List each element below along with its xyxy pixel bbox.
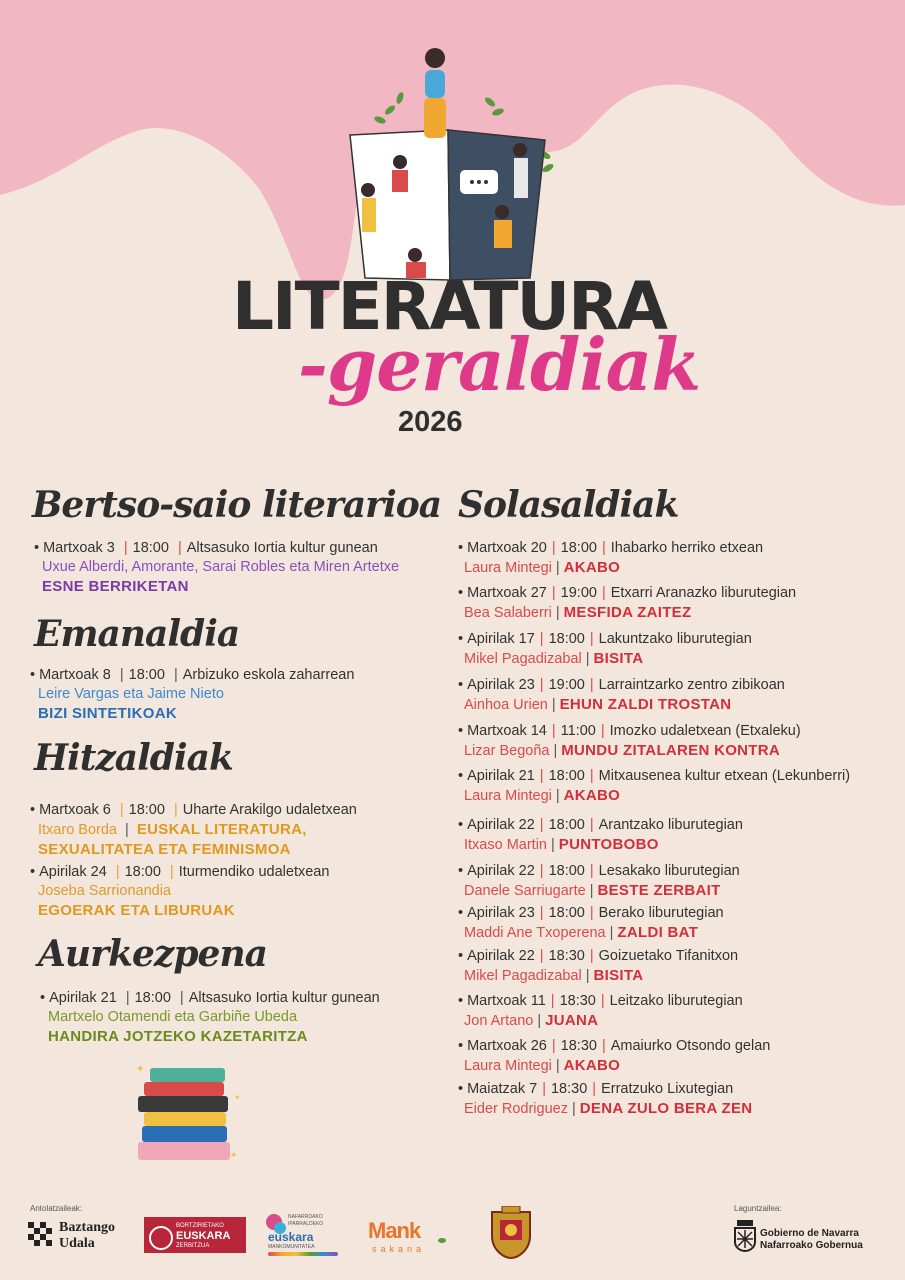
title-main: LITERATURA bbox=[232, 268, 667, 345]
event-place: Imozko udaletxean (Etxaleku) bbox=[609, 723, 801, 739]
event-time: 18:00 bbox=[124, 864, 161, 880]
event-date: Martxoak 8 bbox=[39, 667, 111, 683]
event-place: Berako liburutegian bbox=[598, 905, 724, 921]
event-time: 18:00 bbox=[548, 768, 585, 784]
event-people: Martxelo Otamendi eta Garbiñe Ubeda bbox=[48, 1009, 298, 1025]
event-time: 18:30 bbox=[560, 1038, 597, 1054]
event-solasaldiak-10: • Martxoak 11 | 18:30 | Leitzako liburutegian Jon Artano | JUANA bbox=[458, 993, 743, 1029]
event-place: Arbizuko eskola zaharrean bbox=[182, 667, 355, 683]
bortzirietako-euskara-logo: BORTZIRIETAKO EUSKARA ZERBITZUA bbox=[144, 1217, 246, 1253]
event-work: HANDIRA JOTZEKO KAZETARITZA bbox=[48, 1028, 308, 1045]
event-date: Apirilak 22 bbox=[467, 948, 535, 964]
event-place: Amaiurko Otsondo gelan bbox=[610, 1038, 771, 1054]
event-work: EGOERAK ETA LIBURUAK bbox=[38, 902, 235, 919]
event-hitzaldiak-1: • Apirilak 24 | 18:00 | Iturmendiko udaletxean Joseba Sarrionandia EGOERAK ETA LIBURUAK bbox=[30, 864, 330, 919]
event-place: Erratzuko Lixutegian bbox=[601, 1081, 734, 1097]
event-place: Goizuetako Tifanitxon bbox=[598, 948, 739, 964]
event-people: Danele Sarriugarte bbox=[464, 883, 586, 899]
event-solasaldiak-8: • Apirilak 23 | 18:00 | Berako liburutegian Maddi Ane Txoperena | ZALDI BAT bbox=[458, 905, 724, 941]
event-emanaldia-0: • Martxoak 8 | 18:00 | Arbizuko eskola zaharrean Leire Vargas eta Jaime Nieto BIZI SINTETIKOAK bbox=[30, 667, 355, 722]
event-time: 18:00 bbox=[548, 817, 585, 833]
event-time: 11:00 bbox=[560, 723, 596, 739]
event-place: Ihabarko herriko etxean bbox=[610, 540, 764, 556]
event-date: Apirilak 17 bbox=[467, 631, 535, 647]
hero-illustration bbox=[320, 40, 580, 290]
event-work: BIZI SINTETIKOAK bbox=[38, 705, 177, 722]
event-work: AKABO bbox=[563, 559, 621, 576]
event-date: Martxoak 3 bbox=[43, 540, 115, 556]
svg-text:✦: ✦ bbox=[230, 1151, 238, 1161]
event-work-line2: SEXUALITATEA ETA FEMINISMOA bbox=[38, 841, 291, 858]
event-people: Laura Mintegi bbox=[464, 560, 552, 576]
event-solasaldiak-11: • Martxoak 26 | 18:30 | Amaiurko Otsondo gelan Laura Mintegi | AKABO bbox=[458, 1038, 771, 1074]
event-solasaldiak-6: • Apirilak 22 | 18:00 | Arantzako liburutegian Itxaso Martin | PUNTOBOBO bbox=[458, 817, 743, 853]
event-place: Iturmendiko udaletxean bbox=[178, 864, 330, 880]
event-work: EHUN ZALDI TROSTAN bbox=[559, 696, 732, 713]
event-people: Laura Mintegi bbox=[464, 1058, 552, 1074]
books-stack-illustration bbox=[130, 1060, 250, 1170]
event-date: Martxoak 14 bbox=[467, 723, 547, 739]
event-people: Mikel Pagadizabal bbox=[464, 651, 582, 667]
event-hitzaldiak-0: • Martxoak 6 | 18:00 | Uharte Arakilgo udaletxean Itxaro Borda | EUSKAL LITERATURA, SEXUALITATEA ETA FEMINISMOA bbox=[30, 802, 357, 858]
event-place: Uharte Arakilgo udaletxean bbox=[182, 802, 357, 818]
event-solasaldiak-1: • Martxoak 27 | 19:00 | Etxarri Aranazko liburutegian Bea Salaberri | MESFIDA ZAITEZ bbox=[458, 585, 797, 621]
svg-text:✦: ✦ bbox=[234, 1093, 241, 1102]
mank-sakana-logo: Mank sakana bbox=[368, 1218, 450, 1258]
coat-of-arms-logo bbox=[488, 1206, 534, 1260]
event-date: Maiatzak 7 bbox=[467, 1081, 538, 1097]
event-place: Altsasuko Iortia kultur gunean bbox=[188, 990, 380, 1006]
event-time: 18:00 bbox=[560, 540, 597, 556]
event-time: 18:00 bbox=[548, 863, 585, 879]
event-date: Martxoak 11 bbox=[467, 993, 546, 1009]
event-place: Mitxausenea kultur etxean (Lekunberri) bbox=[598, 768, 851, 784]
event-people: Lizar Begoña bbox=[464, 743, 550, 759]
title-year: 2026 bbox=[398, 406, 463, 438]
event-place: Arantzako liburutegian bbox=[598, 817, 743, 833]
event-people: Laura Mintegi bbox=[464, 788, 552, 804]
event-solasaldiak-0: • Martxoak 20 | 18:00 | Ihabarko herriko etxean Laura Mintegi | AKABO bbox=[458, 540, 764, 576]
event-people: Ainhoa Urien bbox=[464, 697, 548, 713]
event-time: 18:00 bbox=[134, 990, 171, 1006]
section-title-hitzaldiak: Hitzaldiak bbox=[34, 737, 233, 779]
event-date: Apirilak 21 bbox=[467, 768, 535, 784]
nafarroako-iparraldeko-euskara-logo: NAFARROAKO IPARRALDEKO euskara MANKOMUNITATEA bbox=[266, 1212, 344, 1260]
event-work: BESTE ZERBAIT bbox=[597, 882, 721, 899]
event-people: Joseba Sarrionandia bbox=[38, 883, 172, 899]
event-work: AKABO bbox=[563, 787, 621, 804]
event-place: Lakuntzako liburutegian bbox=[598, 631, 752, 647]
event-solasaldiak-12: • Maiatzak 7 | 18:30 | Erratzuko Lixutegian Eider Rodriguez | DENA ZULO BERA ZEN bbox=[458, 1081, 753, 1117]
event-place: Lesakako liburutegian bbox=[598, 863, 740, 879]
event-time: 18:30 bbox=[559, 993, 596, 1009]
event-people: Itxaro Borda bbox=[38, 822, 117, 838]
navarra-shield-icon bbox=[734, 1220, 756, 1252]
event-people: Eider Rodriguez bbox=[464, 1101, 568, 1117]
event-work: BISITA bbox=[593, 650, 644, 667]
event-date: Martxoak 26 bbox=[467, 1038, 547, 1054]
event-place: Larraintzarko zentro zibikoan bbox=[598, 677, 785, 693]
event-people: Maddi Ane Txoperena bbox=[464, 925, 606, 941]
section-title-solasaldiak: Solasaldiak bbox=[458, 484, 679, 526]
event-work: ZALDI BAT bbox=[617, 924, 699, 941]
event-date: Apirilak 23 bbox=[467, 905, 535, 921]
event-date: Apirilak 23 bbox=[467, 677, 535, 693]
event-solasaldiak-2: • Apirilak 17 | 18:00 | Lakuntzako liburutegian Mikel Pagadizabal | BISITA bbox=[458, 631, 752, 667]
gobierno-de-navarra-logo: Gobierno de Navarra Nafarroako Gobernua bbox=[734, 1220, 884, 1256]
baztango-udala-logo: Baztango Udala bbox=[28, 1220, 128, 1256]
title-script: -geraldiak bbox=[298, 322, 701, 407]
event-solasaldiak-3: • Apirilak 23 | 19:00 | Larraintzarko zentro zibikoan Ainhoa Urien | EHUN ZALDI TROSTAN bbox=[458, 677, 785, 713]
event-time: 18:00 bbox=[548, 905, 585, 921]
event-people: Uxue Alberdi, Amorante, Sarai Robles eta Miren Artetxe bbox=[42, 559, 400, 575]
event-people: Itxaso Martin bbox=[464, 837, 547, 853]
event-work: DENA ZULO BERA ZEN bbox=[579, 1100, 753, 1117]
event-work: AKABO bbox=[563, 1057, 621, 1074]
event-people: Leire Vargas eta Jaime Nieto bbox=[38, 686, 224, 702]
event-solasaldiak-5: • Apirilak 21 | 18:00 | Mitxausenea kultur etxean (Lekunberri) Laura Mintegi | AKABO bbox=[458, 768, 851, 804]
event-work: MUNDU ZITALAREN KONTRA bbox=[561, 742, 781, 759]
event-aurkezpena-0: • Apirilak 21 | 18:00 | Altsasuko Iortia kultur gunean Martxelo Otamendi eta Garbiñe Ubeda HANDIRA JOTZEKO KAZETARITZA bbox=[40, 990, 380, 1045]
event-time: 18:00 bbox=[132, 540, 169, 556]
section-title-emanaldia: Emanaldia bbox=[34, 613, 240, 655]
event-bertso-0: • Martxoak 3 | 18:00 | Altsasuko Iortia kultur gunean Uxue Alberdi, Amorante, Sarai Robles eta Miren Artetxe ESNE BERRIKETAN bbox=[34, 540, 400, 595]
section-title-bertso: Bertso-saio literarioa bbox=[32, 484, 442, 526]
event-date: Martxoak 20 bbox=[467, 540, 547, 556]
event-date: Apirilak 22 bbox=[467, 863, 535, 879]
event-time: 19:00 bbox=[560, 585, 597, 601]
event-time: 18:30 bbox=[548, 948, 585, 964]
svg-text:✦: ✦ bbox=[136, 1064, 145, 1075]
event-date: Martxoak 6 bbox=[39, 802, 111, 818]
event-date: Apirilak 21 bbox=[49, 990, 117, 1006]
event-place: Etxarri Aranazko liburutegian bbox=[610, 585, 797, 601]
event-time: 18:30 bbox=[550, 1081, 588, 1097]
event-work: BISITA bbox=[593, 967, 644, 984]
event-date: Apirilak 22 bbox=[467, 817, 535, 833]
event-work: EUSKAL LITERATURA, bbox=[136, 821, 307, 838]
event-people: Bea Salaberri bbox=[464, 605, 552, 621]
event-time: 18:00 bbox=[128, 667, 165, 683]
event-time: 19:00 bbox=[548, 677, 585, 693]
event-people: Jon Artano bbox=[464, 1013, 534, 1029]
event-date: Martxoak 27 bbox=[467, 585, 547, 601]
event-time: 18:00 bbox=[548, 631, 585, 647]
event-people: Mikel Pagadizabal bbox=[464, 968, 582, 984]
event-work: MESFIDA ZAITEZ bbox=[563, 604, 692, 621]
section-title-aurkezpena: Aurkezpena bbox=[38, 933, 267, 975]
event-date: Apirilak 24 bbox=[39, 864, 107, 880]
organizers-label: Antolatzaileak: bbox=[30, 1204, 83, 1213]
event-place: Leitzako liburutegian bbox=[609, 993, 743, 1009]
sponsor-label: Laguntzailea: bbox=[734, 1204, 782, 1213]
event-solasaldiak-7: • Apirilak 22 | 18:00 | Lesakako liburutegian Danele Sarriugarte | BESTE ZERBAIT bbox=[458, 863, 740, 899]
event-work: ESNE BERRIKETAN bbox=[42, 578, 189, 595]
event-time: 18:00 bbox=[128, 802, 165, 818]
event-solasaldiak-9: • Apirilak 22 | 18:30 | Goizuetako Tifanitxon Mikel Pagadizabal | BISITA bbox=[458, 948, 739, 984]
event-work: PUNTOBOBO bbox=[558, 836, 659, 853]
event-work: JUANA bbox=[545, 1012, 599, 1029]
event-place: Altsasuko Iortia kultur gunean bbox=[186, 540, 378, 556]
event-solasaldiak-4: • Martxoak 14 | 11:00 | Imozko udaletxean (Etxaleku) Lizar Begoña | MUNDU ZITALAREN KONTRA bbox=[458, 723, 801, 759]
